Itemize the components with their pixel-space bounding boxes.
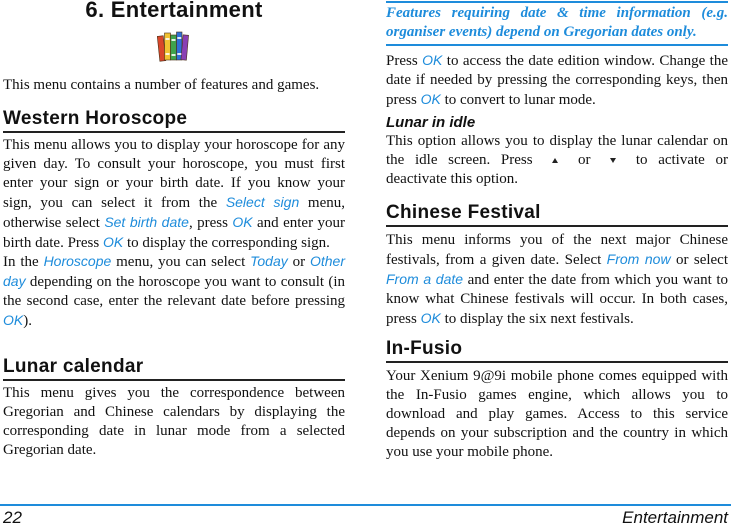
section-body-in-fusio: Your Xenium 9@9i mobile phone comes equipped with the In-Fusio games engine, which allows you to download and play games. Access to this service depends on your subscription and the country in which you use your mobile phone. [386, 368, 728, 460]
chapter-intro: This menu contains a number of features and games. [3, 77, 320, 93]
menu-option-from-now: From now [606, 250, 671, 267]
text-run: to display the six next festivals. [440, 310, 634, 327]
paragraph-lunar-in-idle [386, 132, 728, 189]
note-gregorian-dates: Features requiring date & time information (e.g. organiser events) depend on Gregorian dates only. [386, 1, 728, 46]
section-heading-in-fusio: In-Fusio [386, 337, 728, 363]
paragraph-lunar-date-edit [386, 51, 728, 110]
down-arrow-icon [610, 158, 616, 163]
key-ok-label: OK [420, 309, 441, 326]
up-arrow-icon [552, 158, 558, 163]
key-ok-label: OK [102, 233, 124, 250]
menu-option-set-birth-date: Set birth date [104, 213, 189, 230]
section-heading-lunar-calendar: Lunar calendar [3, 355, 345, 381]
text-run: depending on the horoscope you want to consult (in the second case, enter the relevant date before pressing [3, 274, 345, 310]
text-run: to convert to lunar mode. [440, 91, 596, 108]
key-ok-label: OK [420, 90, 441, 107]
books-icon [157, 29, 189, 63]
section-heading-western-horoscope: Western Horoscope [3, 107, 345, 133]
text-run: ). [23, 313, 32, 330]
key-ok-label: OK [232, 213, 253, 230]
text-run: to activate or deactivate this option. [386, 151, 729, 187]
section-body-lunar-calendar: This menu gives you the correspondence between Gregorian and Chinese calendars by displaying the corresponding date in lunar mode from a selected Gregorian date. [3, 385, 345, 458]
section-body-western-horoscope [3, 136, 345, 331]
menu-option-select-sign: Select sign [225, 193, 300, 210]
paragraph-horoscope-menu [3, 252, 345, 331]
text-run: and enter your birth date. Press [3, 214, 345, 251]
key-ok-label: OK [422, 52, 443, 68]
text-run: menu, otherwise select [3, 194, 345, 231]
section-body-chinese-festival [386, 231, 728, 329]
text-run: or select [670, 251, 729, 268]
text-run: and enter the date from which you want to know what Chinese festivals will occur. In both cases, press [386, 271, 728, 327]
key-ok-label: OK [3, 312, 24, 329]
menu-option-today: Today [250, 253, 288, 270]
section-heading-chinese-festival: Chinese Festival [386, 201, 728, 227]
menu-option-from-a-date: From a date [386, 270, 464, 287]
text-run: , press [188, 214, 233, 231]
text-run: to access the date edition window. Change the date if needed by pressing the corresponding keys, then press [386, 53, 728, 108]
text-run: or [287, 254, 310, 271]
text-run: This menu informs you of the next major Chinese festivals, from a given date. Select [386, 232, 728, 268]
text-run: to display the corresponding sign. [123, 234, 330, 251]
text-run: This menu allows you to display your horoscope for any given day. To consult your horoscope, you must first enter your sign or your birth date. If you know your sign, you can select it from the [3, 137, 345, 211]
books-icon-graphic [157, 29, 189, 63]
text-run: or [567, 151, 602, 168]
footer-rule [0, 504, 731, 506]
page-number: 22 [3, 508, 22, 527]
text-run: Press [386, 53, 423, 69]
paragraph-horoscope-intro [3, 136, 345, 252]
chapter-title: 6. Entertainment [85, 0, 263, 22]
footer-section-name: Entertainment [622, 508, 728, 527]
text-run: menu, you can select [111, 254, 251, 271]
text-run: In the [3, 254, 44, 271]
menu-name-horoscope: Horoscope [43, 253, 112, 270]
menu-option-other-day: Other day [3, 253, 345, 290]
subheading-lunar-in-idle: Lunar in idle [386, 114, 476, 131]
text-run: This option allows you to display the lunar calendar on the idle screen. Press [386, 133, 728, 168]
